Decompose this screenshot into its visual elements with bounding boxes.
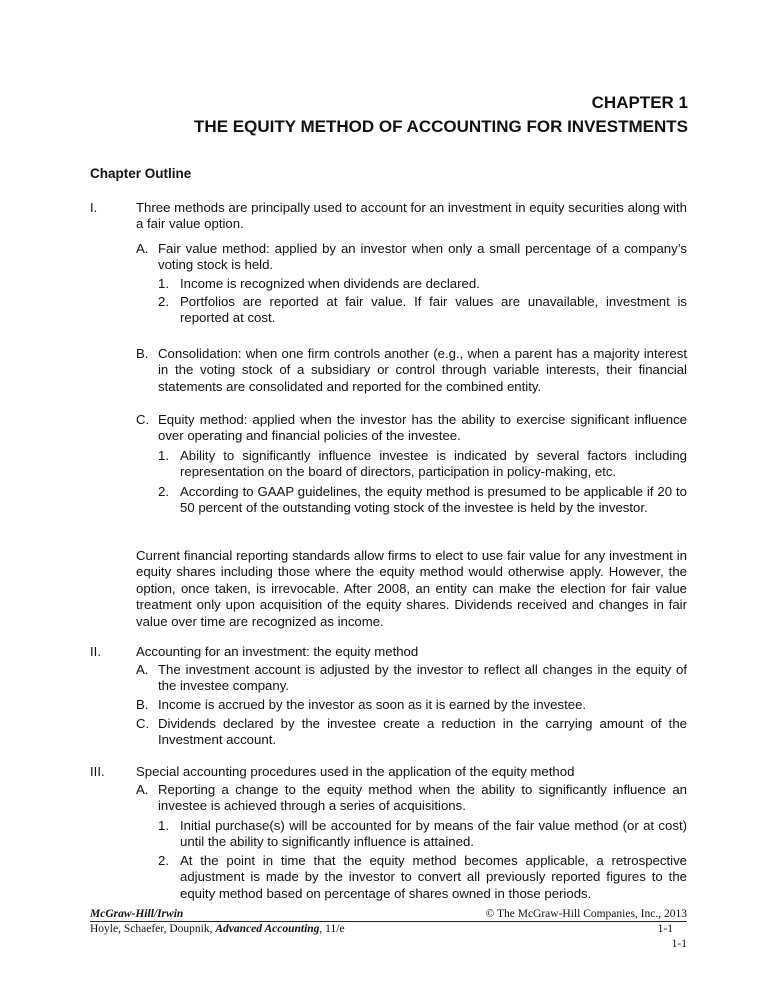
section-1-item-c — [136, 412, 687, 445]
item-text: The investment account is adjusted by the investor to reflect all changes in the equity of the investee company. — [158, 662, 687, 694]
item-text: At the point in time that the equity method becomes applicable, a retrospective adjustment is made by the investor to convert all previously reported figures to the equity method based on percentage of shares owned in those periods. — [180, 853, 687, 901]
section-2-item-a — [136, 662, 687, 695]
item-text: Reporting a change to the equity method when the ability to significantly influence an investee is achieved through a series of acquisitions. — [158, 782, 687, 814]
footer-copyright: © The McGraw-Hill Companies, Inc., 2013 — [485, 908, 687, 920]
item-marker: B. — [136, 346, 149, 361]
section-1-paragraph: Current financial reporting standards allow firms to elect to use fair value for any investment in equity shares including those where the equity method would otherwise apply. However, the option, once taken, is irrevocable. After 2008, an entity can make the election for fair value treatment only upon acquisition of the equity shares. Dividends received and changes in fair value over time are recognized as income. — [136, 548, 687, 629]
section-1-item-a1 — [158, 276, 687, 292]
item-text: Ability to significantly influence investee is indicated by several factors including representation on the board of directors, participation in policy-making, etc. — [180, 448, 687, 480]
footer-publisher: McGraw-Hill/Irwin — [90, 908, 184, 920]
section-3-text: Special accounting procedures used in the application of the equity method — [136, 764, 575, 779]
chapter-number: CHAPTER 1 — [591, 93, 688, 112]
item-text: Fair value method: applied by an investor when only a small percentage of a company’s voting stock is held. — [158, 241, 687, 273]
item-marker: A. — [136, 662, 149, 677]
item-marker: C. — [136, 716, 150, 731]
outline-heading: Chapter Outline — [90, 166, 192, 181]
footer-edition: , 11/e — [319, 923, 345, 935]
item-text: Portfolios are reported at fair value. If fair values are unavailable, investment is reported at cost. — [180, 294, 687, 326]
section-2-number: II. — [90, 644, 101, 659]
item-marker: C. — [136, 412, 150, 427]
section-1-item-c1 — [158, 448, 687, 481]
footer-page-ref: 1-1 — [657, 923, 673, 935]
item-marker: A. — [136, 241, 149, 256]
section-1-text: Three methods are principally used to account for an investment in equity securities along with a fair value option. — [136, 200, 687, 232]
section-3-item-a1 — [158, 818, 687, 851]
item-text: Consolidation: when one firm controls another (e.g., when a parent has a majority interest in the voting stock of a subsidiary or control through variable interests, their financial statements are consolidated and reported for the combined entity. — [158, 346, 687, 394]
item-text: Dividends declared by the investee create a reduction in the carrying amount of the Investment account. — [158, 716, 687, 748]
section-1-item-b — [136, 346, 687, 395]
item-marker: 1. — [158, 276, 169, 291]
section-1-item-a2 — [158, 294, 687, 327]
item-marker: B. — [136, 697, 149, 712]
section-1-number: I. — [90, 200, 98, 215]
footer-authors: Hoyle, Schaefer, Doupnik, — [90, 923, 216, 935]
item-marker: 1. — [158, 818, 169, 833]
footer-book-title: Advanced Accounting — [215, 923, 320, 935]
section-3-item-a2 — [158, 853, 687, 902]
item-text: Equity method: applied when the investor has the ability to exercise significant influence over operating and financial policies of the investee. — [158, 412, 687, 444]
chapter-title: THE EQUITY METHOD OF ACCOUNTING FOR INVESTMENTS — [194, 117, 688, 136]
footer-page-number: 1-1 — [671, 938, 687, 950]
item-text: Income is accrued by the investor as soon as it is earned by the investee. — [158, 697, 587, 712]
item-text: Initial purchase(s) will be accounted for by means of the fair value method (or at cost) until the ability to significantly influence is attained. — [180, 818, 687, 850]
section-3-number: III. — [90, 764, 105, 779]
item-marker: 1. — [158, 448, 169, 463]
item-text: Income is recognized when dividends are declared. — [180, 276, 480, 291]
item-marker: A. — [136, 782, 149, 797]
section-3-item-a — [136, 782, 687, 815]
item-marker: 2. — [158, 484, 169, 499]
section-2-item-b — [136, 697, 687, 713]
footer-top-line — [90, 907, 687, 922]
section-1-item-a — [136, 241, 687, 274]
section-2-item-c — [136, 716, 687, 749]
footer-citation — [90, 922, 345, 936]
item-marker: 2. — [158, 294, 169, 309]
item-text: According to GAAP guidelines, the equity method is presumed to be applicable if 20 to 50 percent of the outstanding voting stock of the investee is held by the investor. — [180, 484, 687, 516]
item-marker: 2. — [158, 853, 169, 868]
section-1-item-c2 — [158, 484, 687, 517]
section-2-text: Accounting for an investment: the equity method — [136, 644, 419, 659]
